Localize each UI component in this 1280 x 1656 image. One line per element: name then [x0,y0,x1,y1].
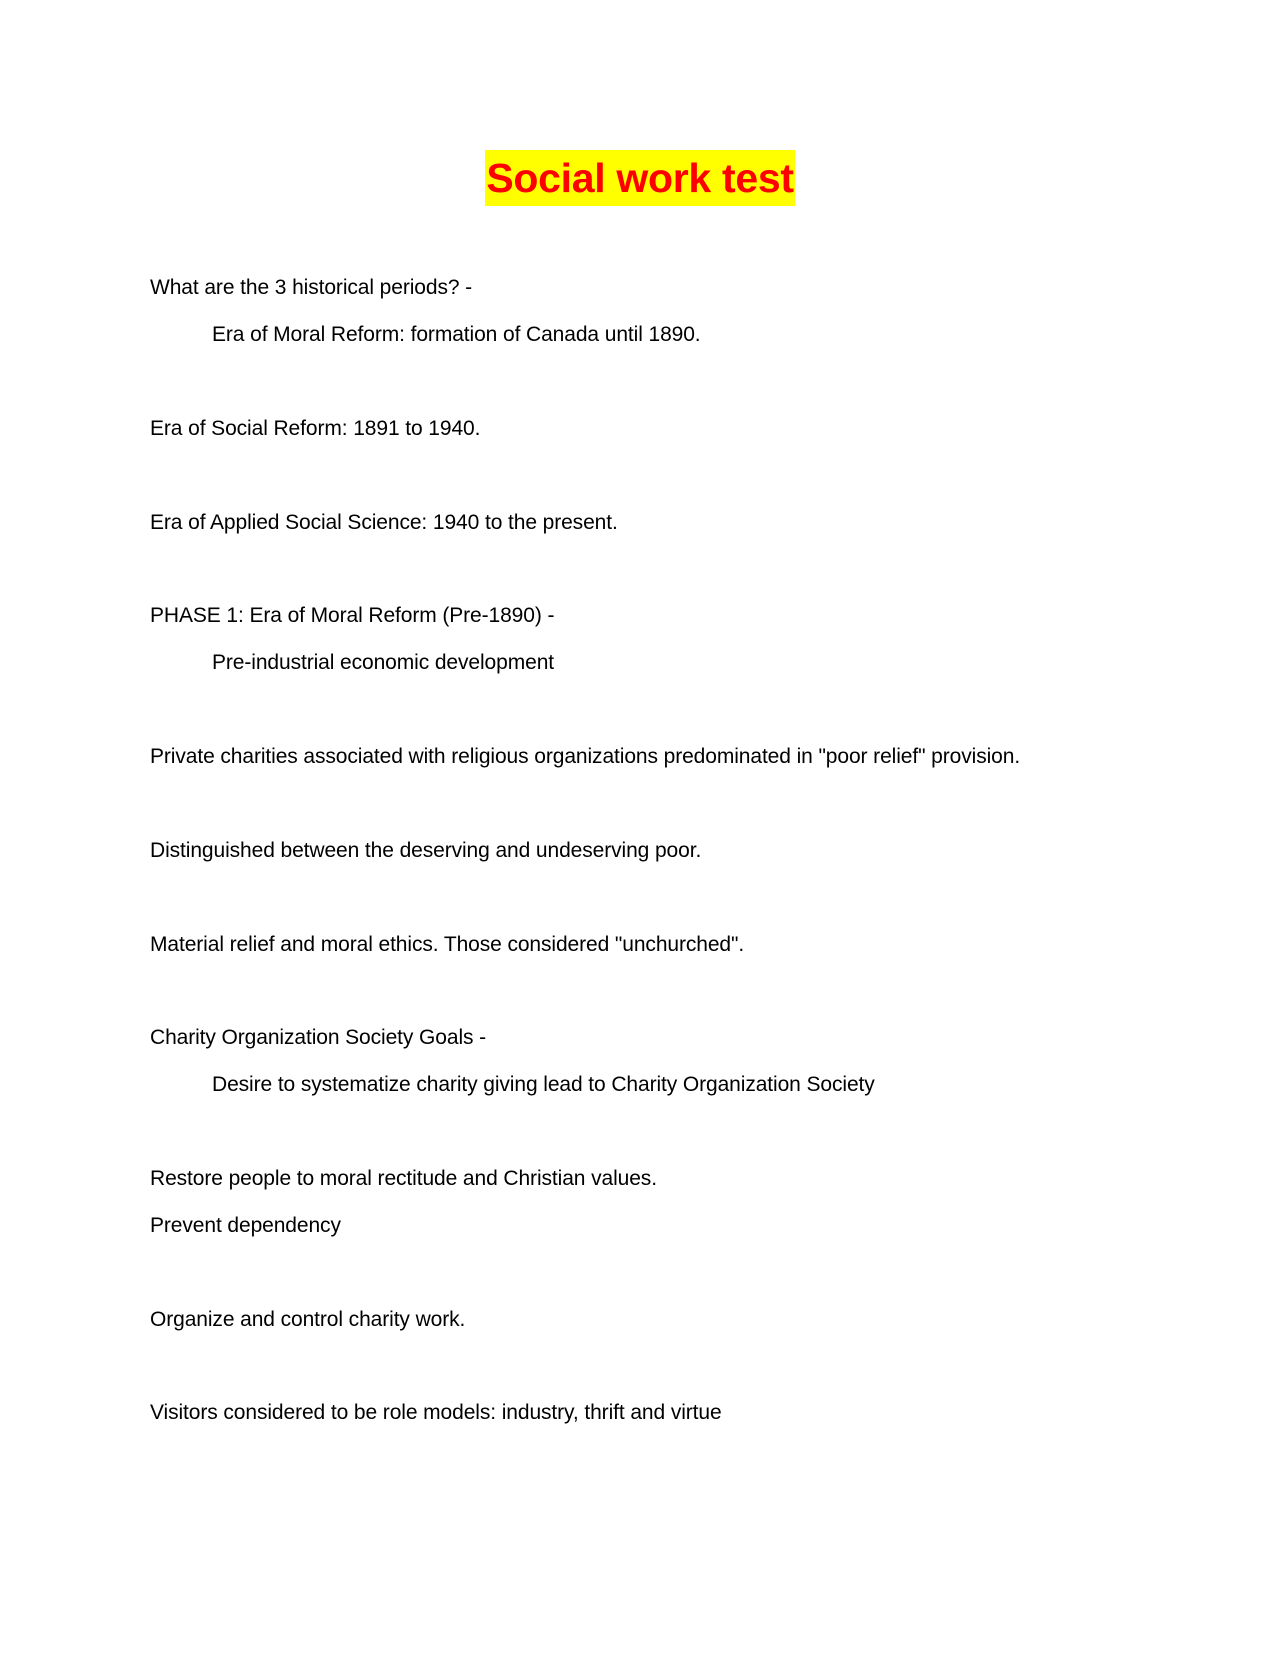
answer-moral-reform-era: Era of Moral Reform: formation of Canada until 1890. [212,323,701,346]
organize-charity-work: Organize and control charity work. [150,1308,466,1331]
restore-moral-rectitude: Restore people to moral rectitude and Christian values. [150,1167,657,1190]
social-reform-era: Era of Social Reform: 1891 to 1940. [150,417,481,440]
question-cos-goals: Charity Organization Society Goals - [150,1026,487,1049]
document-title: Social work test [485,150,794,206]
answer-pre-industrial: Pre-industrial economic development [212,651,555,674]
private-charities: Private charities associated with religious organizations predominated in "poor relief" provision. [150,745,1021,768]
prevent-dependency: Prevent dependency [150,1214,341,1237]
deserving-poor: Distinguished between the deserving and undeserving poor. [150,839,702,862]
visitors-role-models: Visitors considered to be role models: industry, thrift and virtue [150,1401,722,1424]
material-relief: Material relief and moral ethics. Those considered "unchurched". [150,933,745,956]
question-historical-periods: What are the 3 historical periods? - [150,276,473,299]
applied-social-science-era: Era of Applied Social Science: 1940 to the present. [150,511,618,534]
title-block [0,150,1280,206]
question-phase-1: PHASE 1: Era of Moral Reform (Pre-1890) - [150,604,555,627]
answer-systematize-charity: Desire to systematize charity giving lead to Charity Organization Society [212,1073,875,1096]
